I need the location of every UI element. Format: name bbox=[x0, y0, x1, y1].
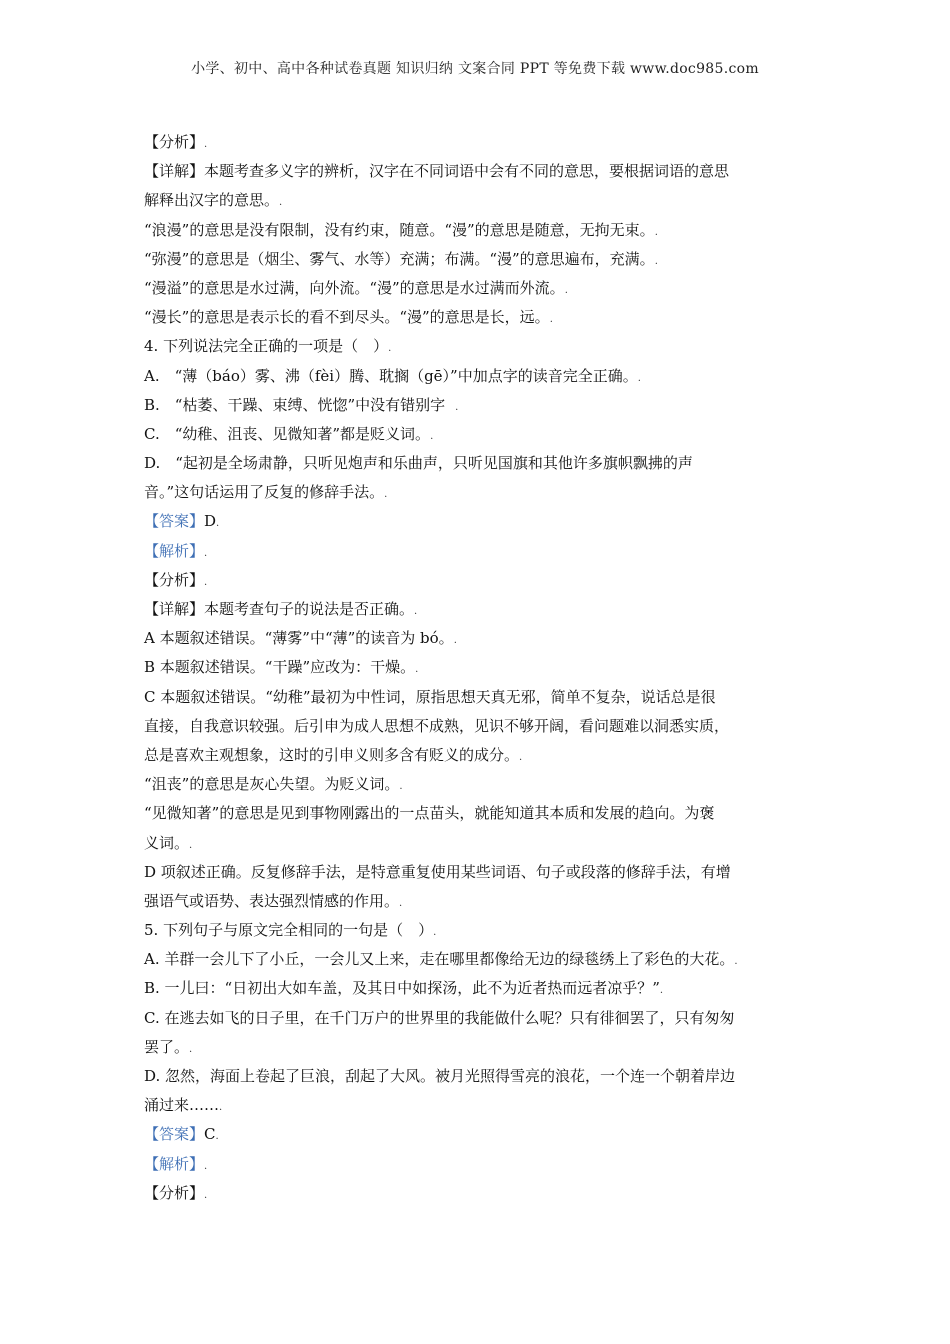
answer-value: D bbox=[204, 512, 217, 531]
text-line: 义词。. bbox=[144, 833, 193, 852]
answer-value: C bbox=[204, 1125, 216, 1144]
answer-label: 【答案】 bbox=[144, 1125, 205, 1144]
text-line: “漫溢”的意思是水过满，向外流。“漫”的意思是水过满而外流。. bbox=[144, 278, 568, 297]
text-line: 【详解】本题考查句子的说法是否正确。. bbox=[144, 600, 418, 618]
text-line: C 本题叙述错误。“幼稚”最初为中性词，原指思想天真无邪，简单不复杂，说话总是很 bbox=[144, 687, 716, 706]
answer-line: 【答案】D. bbox=[144, 512, 220, 531]
question-5-option-d-cont: 涌过来……. bbox=[144, 1096, 223, 1115]
text-line: A 本题叙述错误。“薄雾”中“薄”的读音为 bó。. bbox=[144, 629, 457, 648]
question-5-option-d: D. 忽然，海面上卷起了巨浪，刮起了大风。被月光照得雪亮的浪花，一个连一个朝着岸边 bbox=[144, 1067, 736, 1085]
answer-label: 【答案】 bbox=[144, 512, 205, 531]
question-5-option-c-cont: 罢了。. bbox=[144, 1037, 193, 1056]
answer-line: 【答案】C. bbox=[144, 1125, 219, 1144]
question-5-option-a: A. 羊群一会儿下了小丘，一会儿又上来，走在哪里都像给无边的绿毯绣上了彩色的大花。. bbox=[144, 950, 738, 969]
text-line: 【分析】. bbox=[144, 570, 208, 589]
question-4-title: 4. 下列说法完全正确的一项是（ ）. bbox=[144, 337, 392, 356]
text-line: 【详解】本题考查多义字的辨析，汉字在不同词语中会有不同的意思，要根据词语的意思 bbox=[144, 162, 730, 181]
text-line: “漫长”的意思是表示长的看不到尽头。“漫”的意思是长，远。. bbox=[144, 308, 553, 327]
text-line: “弥漫”的意思是（烟尘、雾气、水等）充满；布满。“漫”的意思遍布，充满。. bbox=[144, 249, 658, 268]
question-4-option-d-cont: 音。”这句话运用了反复的修辞手法。. bbox=[144, 483, 388, 502]
text-line: 强语气或语势、表达强烈情感的作用。. bbox=[144, 891, 403, 910]
analysis-line: 【解析】. bbox=[144, 1154, 208, 1173]
analysis-label: 【解析】 bbox=[144, 1154, 205, 1173]
question-5-option-b: B. 一儿曰：“日初出大如车盖，及其日中如探汤，此不为近者热而远者凉乎？”. bbox=[144, 979, 664, 998]
text-line: 总是喜欢主观想象，这时的引申义则多含有贬义的成分。. bbox=[144, 745, 523, 764]
question-5-title: 5. 下列句子与原文完全相同的一句是（ ）. bbox=[144, 921, 437, 940]
text-line: 【分析】. bbox=[144, 1183, 208, 1202]
question-4-option-a: A. “薄（báo）雾、沸（fèi）腾、耽搁（gē）”中加点字的读音完全正确。. bbox=[144, 366, 641, 385]
question-4-option-c: C. “幼稚、沮丧、见微知著”都是贬义词。. bbox=[144, 424, 434, 443]
text-line: “沮丧”的意思是灰心失望。为贬义词。. bbox=[144, 775, 403, 794]
text-line: “浪漫”的意思是没有限制，没有约束，随意。“漫”的意思是随意，无拘无束。. bbox=[144, 220, 658, 239]
analysis-label: 【解析】 bbox=[144, 541, 205, 560]
text-line: B 本题叙述错误。“干躁”应改为：干燥。. bbox=[144, 658, 419, 677]
text-line: 直接，自我意识较强。后引申为成人思想不成熟，见识不够开阔，看问题难以洞悉实质， bbox=[144, 716, 730, 735]
question-4-option-b: B. “枯萎、干躁、束缚、恍惚”中没有错别字 . bbox=[144, 395, 459, 414]
text-line: 解释出汉字的意思。. bbox=[144, 191, 283, 210]
text-line: 【分析】. bbox=[144, 133, 208, 151]
analysis-line: 【解析】. bbox=[144, 541, 208, 560]
text-line: “见微知著”的意思是见到事物刚露出的一点苗头，就能知道其本质和发展的趋向。为褒 bbox=[144, 804, 715, 823]
document-body bbox=[144, 128, 812, 1208]
text-line: D 项叙述正确。反复修辞手法，是特意重复使用某些词语、句子或段落的修辞手法，有增 bbox=[144, 862, 731, 881]
question-4-option-d: D. “起初是全场肃静，只听见炮声和乐曲声，只听见国旗和其他许多旗帜飘拂的声 bbox=[144, 454, 693, 473]
question-5-option-c: C. 在逃去如飞的日子里，在千门万户的世界里的我能做什么呢？只有徘徊罢了，只有匆匆 bbox=[144, 1008, 735, 1027]
page-header: 小学、初中、高中各种试卷真题 知识归纳 文案合同 PPT 等免费下载 www.doc985.com bbox=[191, 61, 759, 77]
